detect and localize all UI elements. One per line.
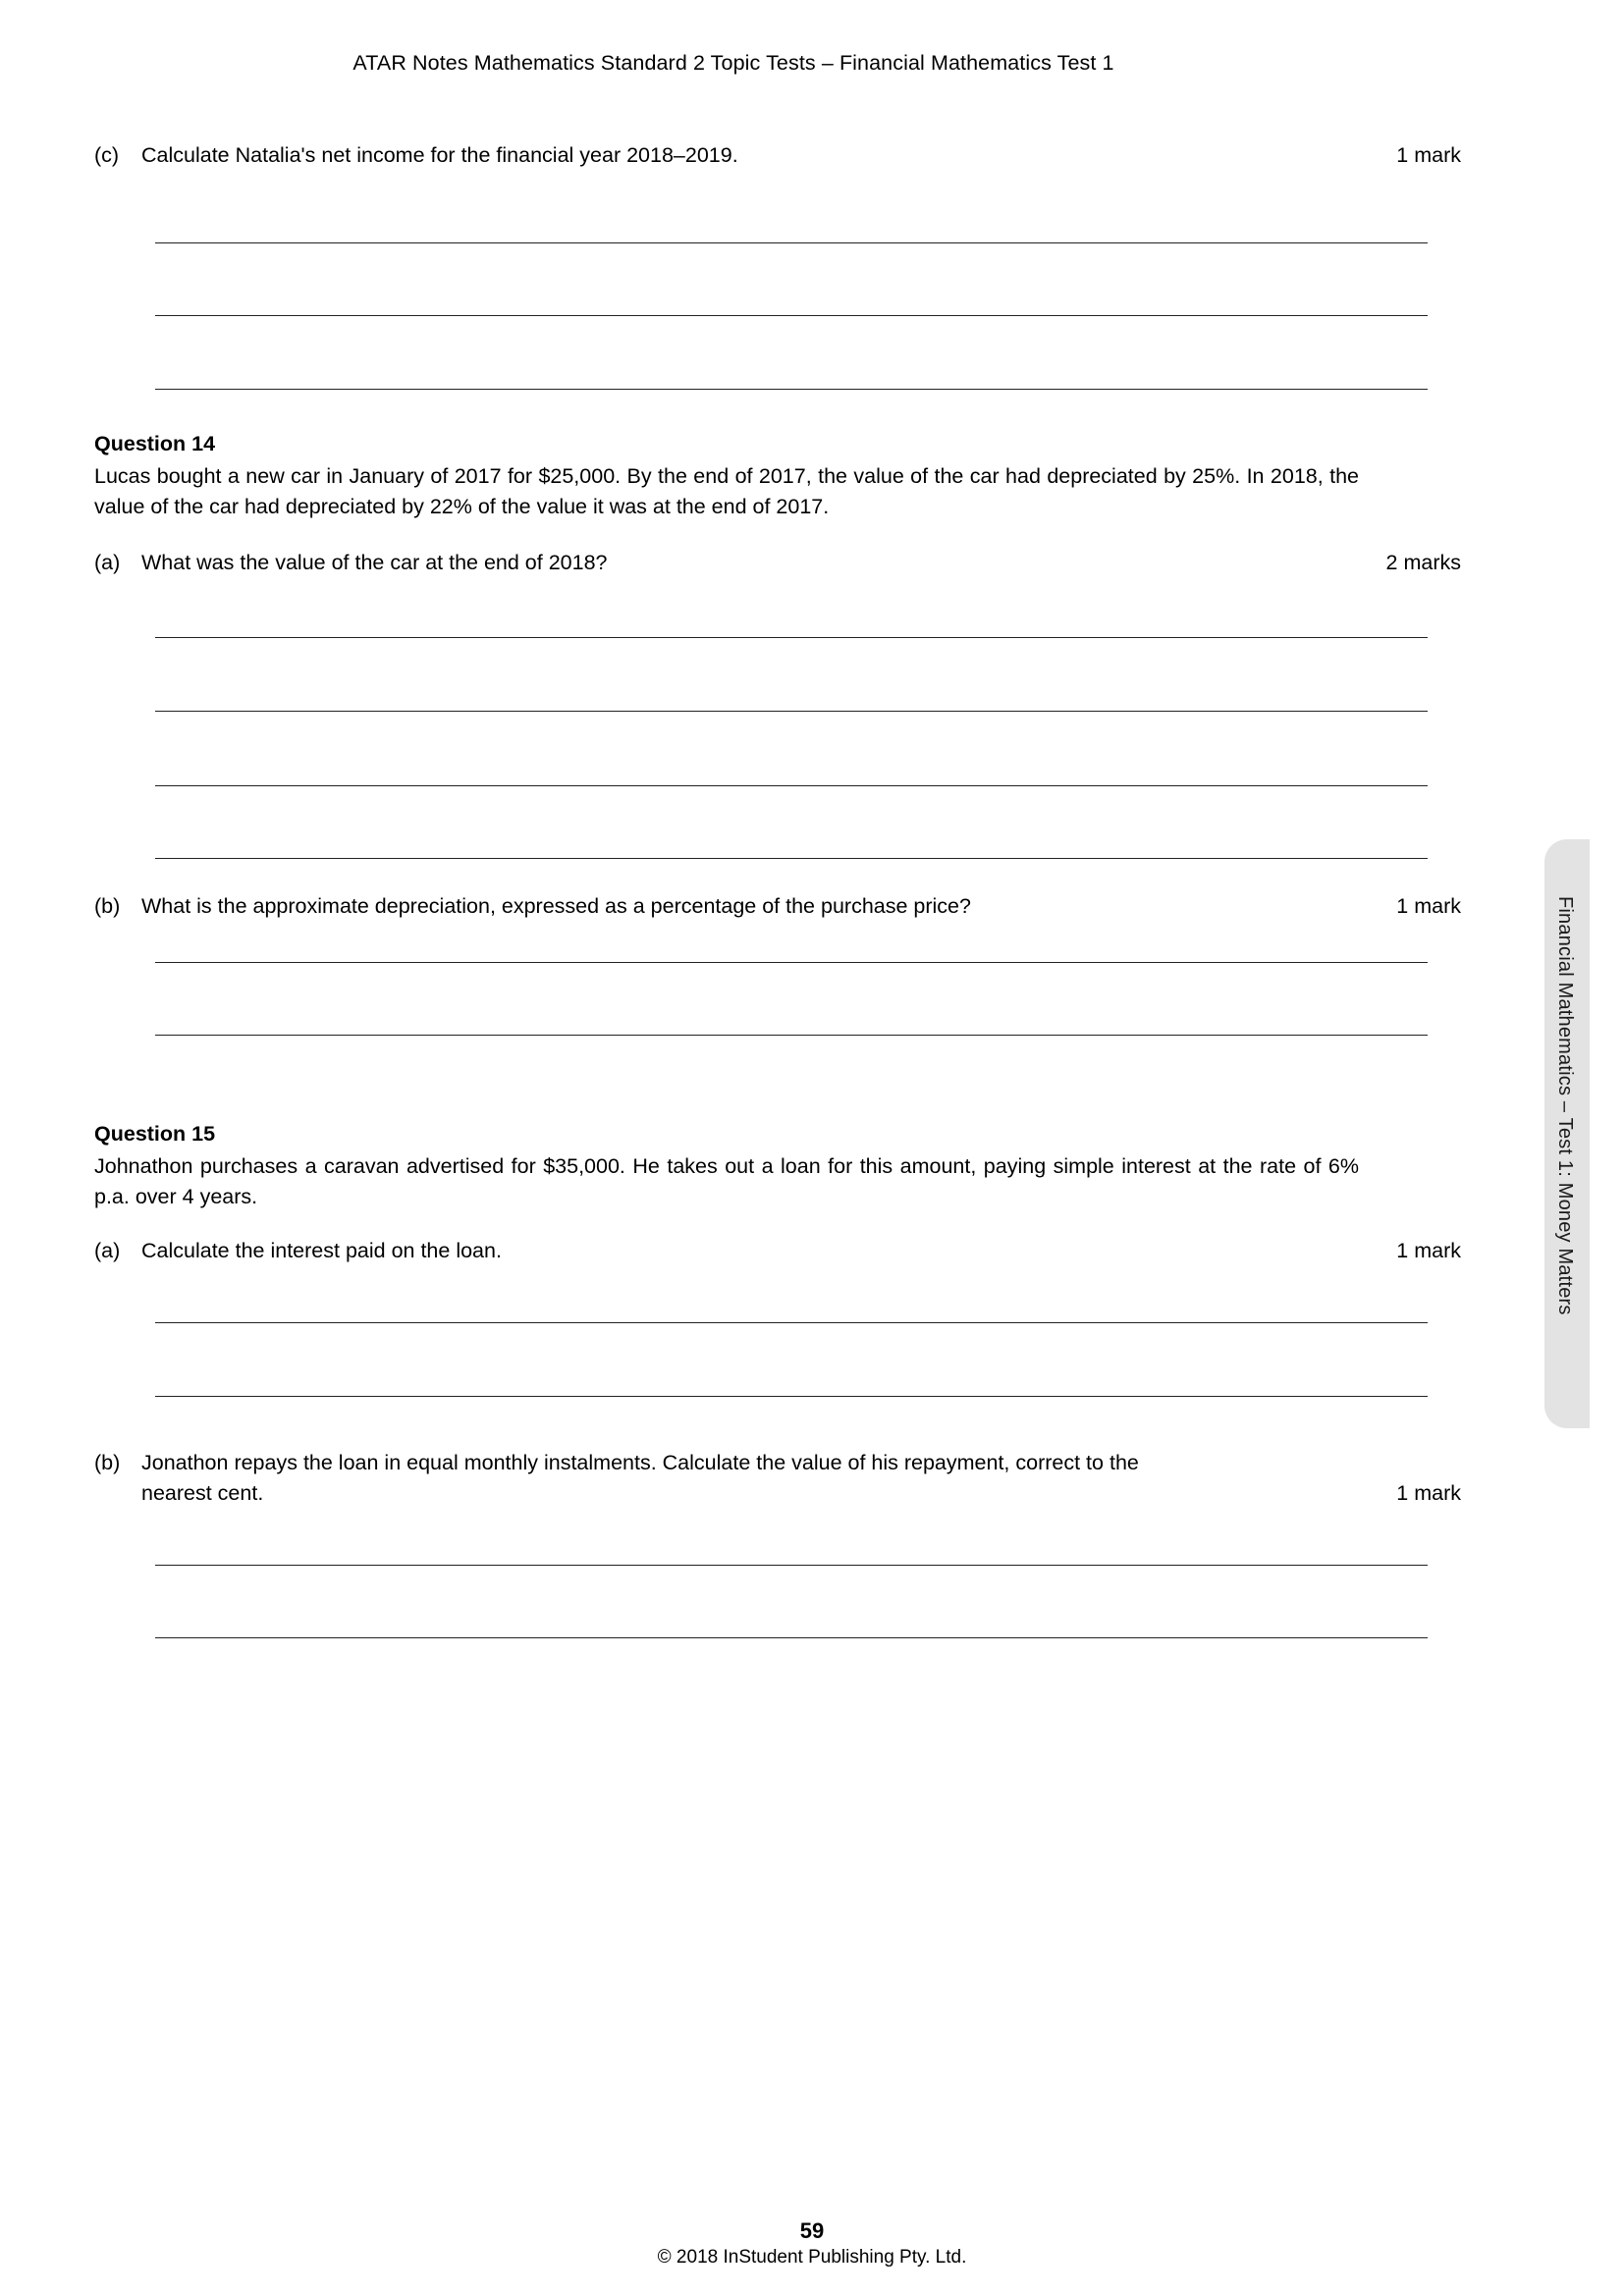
answer-line[interactable] bbox=[155, 389, 1428, 390]
answer-line[interactable] bbox=[155, 1565, 1428, 1566]
marks-label: 2 marks bbox=[1385, 551, 1461, 574]
answer-line[interactable] bbox=[155, 711, 1428, 712]
side-tab bbox=[1544, 839, 1590, 1428]
marks-label: 1 mark bbox=[1396, 143, 1461, 167]
page-number: 59 bbox=[799, 2218, 825, 2243]
page-footer bbox=[0, 2217, 1624, 2270]
part-text: Calculate the interest paid on the loan. bbox=[141, 1239, 502, 1262]
answer-line[interactable] bbox=[155, 858, 1428, 859]
question-13c-part bbox=[94, 140, 1461, 171]
marks-label: 1 mark bbox=[1396, 1239, 1461, 1262]
part-label: (a) bbox=[94, 1239, 121, 1262]
answer-lines-15b bbox=[94, 0, 1461, 1]
marks-label: 1 mark bbox=[1396, 894, 1461, 918]
answer-line[interactable] bbox=[155, 962, 1428, 963]
answer-line[interactable] bbox=[155, 1637, 1428, 1638]
answer-line[interactable] bbox=[155, 315, 1428, 316]
part-text: What was the value of the car at the end of 2018? bbox=[141, 551, 608, 574]
question-14b-part bbox=[94, 891, 1461, 922]
part-label: (b) bbox=[94, 1451, 121, 1474]
answer-line[interactable] bbox=[155, 1322, 1428, 1323]
answer-line[interactable] bbox=[155, 242, 1428, 243]
running-header-text: ATAR Notes Mathematics Standard 2 Topic Tests – Financial Mathematics Test 1 bbox=[352, 51, 1114, 75]
part-label: (a) bbox=[94, 551, 121, 574]
part-label: (c) bbox=[94, 143, 120, 167]
part-text: Calculate Natalia's net income for the financial year 2018–2019. bbox=[141, 143, 738, 167]
part-label: (b) bbox=[94, 894, 121, 918]
running-header bbox=[0, 51, 1624, 76]
part-text: What is the approximate depreciation, expressed as a percentage of the purchase price? bbox=[141, 894, 971, 918]
answer-line[interactable] bbox=[155, 637, 1428, 638]
question-14a-part bbox=[94, 548, 1461, 578]
side-tab-label: Financial Mathematics – Test 1: Money Matters bbox=[1554, 896, 1576, 1315]
part-text: Jonathon repays the loan in equal monthly instalments. Calculate the value of his repayment, correct to the nearest cent. bbox=[141, 1451, 1139, 1505]
answer-line[interactable] bbox=[155, 1396, 1428, 1397]
answer-line[interactable] bbox=[155, 1035, 1428, 1036]
copyright-notice: © 2018 InStudent Publishing Pty. Ltd. bbox=[657, 2247, 967, 2268]
question-15-heading: Question 15 bbox=[94, 1122, 216, 1146]
question-14-heading: Question 14 bbox=[94, 432, 216, 455]
question-15b-part bbox=[94, 1448, 1461, 1509]
marks-label: 1 mark bbox=[1396, 1481, 1461, 1505]
answer-line[interactable] bbox=[155, 785, 1428, 786]
question-15-stem: Johnathon purchases a caravan advertised for $35,000. He takes out a loan for this amount, paying simple interest at the rate of 6% p.a. over 4 years. bbox=[94, 1154, 1359, 1208]
question-15a-part bbox=[94, 1236, 1461, 1266]
question-14-stem: Lucas bought a new car in January of 2017 for $25,000. By the end of 2017, the value of the car had depreciated by 25%. In 2018, the value of the car had depreciated by 22% of the value it was at the end of 2017. bbox=[94, 464, 1359, 518]
